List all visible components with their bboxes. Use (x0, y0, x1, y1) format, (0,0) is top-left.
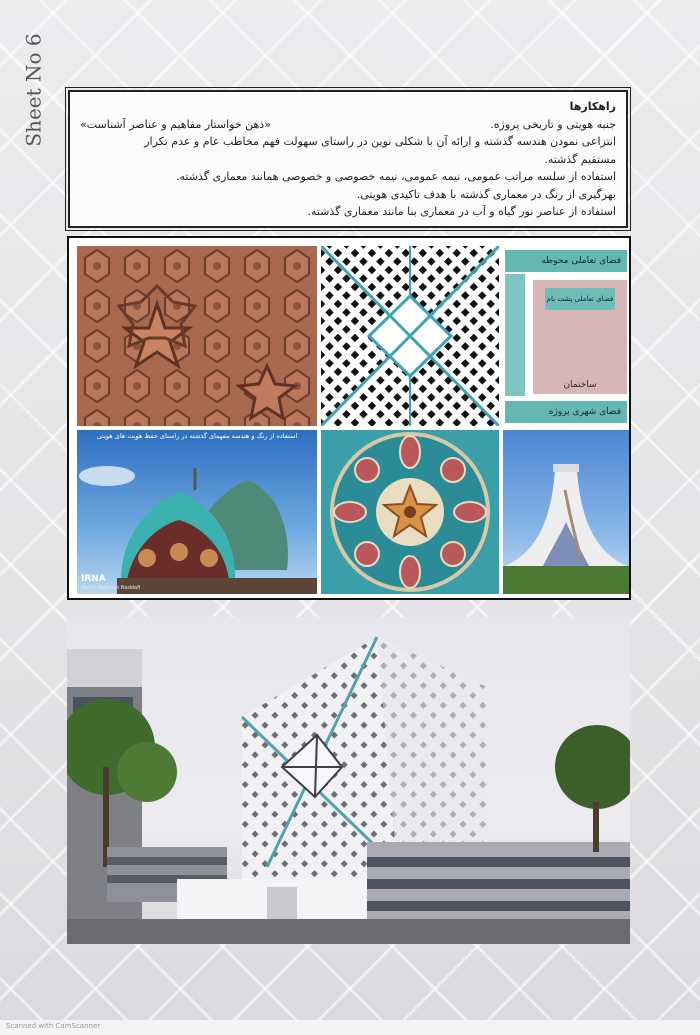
strategies-line-abstraction: انتزاعی نمودن هندسه گذشته و ارائه آن با شکلی نوین در راستای سهولت فهم مخاطب عام و عدم تکرار (144, 135, 616, 148)
lattice-pattern-graphic (321, 246, 499, 426)
photo-credit: Photo: Behnam Naddafi (81, 585, 141, 591)
footer-strip (0, 1020, 700, 1035)
strategies-text-box (68, 90, 628, 228)
identity-aspect-text: جنبه هویتی و تاریخی پروژه. (490, 117, 616, 131)
scanner-watermark: Scanned with CamScanner (6, 1022, 101, 1030)
strategies-line-abstraction-cont: مستقیم گذشته. (544, 152, 616, 166)
reference-image-panel (67, 236, 631, 600)
sheet-number-label (14, 35, 54, 145)
azadi-tower-graphic (503, 430, 629, 594)
diagram-building-label: ساختمان (563, 380, 597, 390)
spatial-hierarchy-diagram (503, 246, 629, 426)
brick-star-pattern-image (77, 246, 317, 426)
diagram-bottom-label: فضای شهری پروژه (505, 401, 627, 423)
sheet-number-text: Sheet No 6 (22, 33, 46, 147)
mosque-dome-graphic (77, 430, 317, 594)
star-mosaic-graphic (321, 430, 499, 594)
modern-building-photo (67, 617, 630, 944)
star-mosaic-image (321, 430, 499, 594)
strategies-line-hierarchy: استفاده از سلسه مراتب عمومی، نیمه عمومی، نیمه خصوصی و خصوصی همانند معماری گذشته. (176, 170, 616, 183)
dome-caption: استفاده از رنگ و هندسه مفهمای گذشته در راستای حفظ هویت های هویتی (96, 432, 298, 440)
brick-star-pattern-graphic (77, 246, 317, 426)
diagram-roof-label: فضای تعاملی پشت بام (545, 288, 615, 310)
azadi-tower-photo (503, 430, 629, 594)
strategies-line-color: بهرگیری از رنگ در معماری گذشته با هدف تاکیدی هویتی. (356, 187, 616, 201)
modern-building-graphic (67, 617, 630, 944)
mosque-dome-photo (77, 430, 317, 594)
irna-watermark: IRNA (81, 574, 106, 584)
diagram-side-strip (505, 274, 525, 396)
strategies-line-elements: استفاده از عناصر نور گیاه و آب در معماری بنا مانند معماری گذشته. (307, 205, 616, 218)
diagram-top-label: فضای تعاملی محوطه (505, 250, 627, 272)
lattice-pattern-image (321, 246, 499, 426)
quote-text: «ذهن خواستار مفاهیم و عناصر آشناست» (80, 117, 271, 131)
strategies-heading: راهکارها (569, 100, 616, 113)
strategies-line-identity (80, 116, 616, 134)
